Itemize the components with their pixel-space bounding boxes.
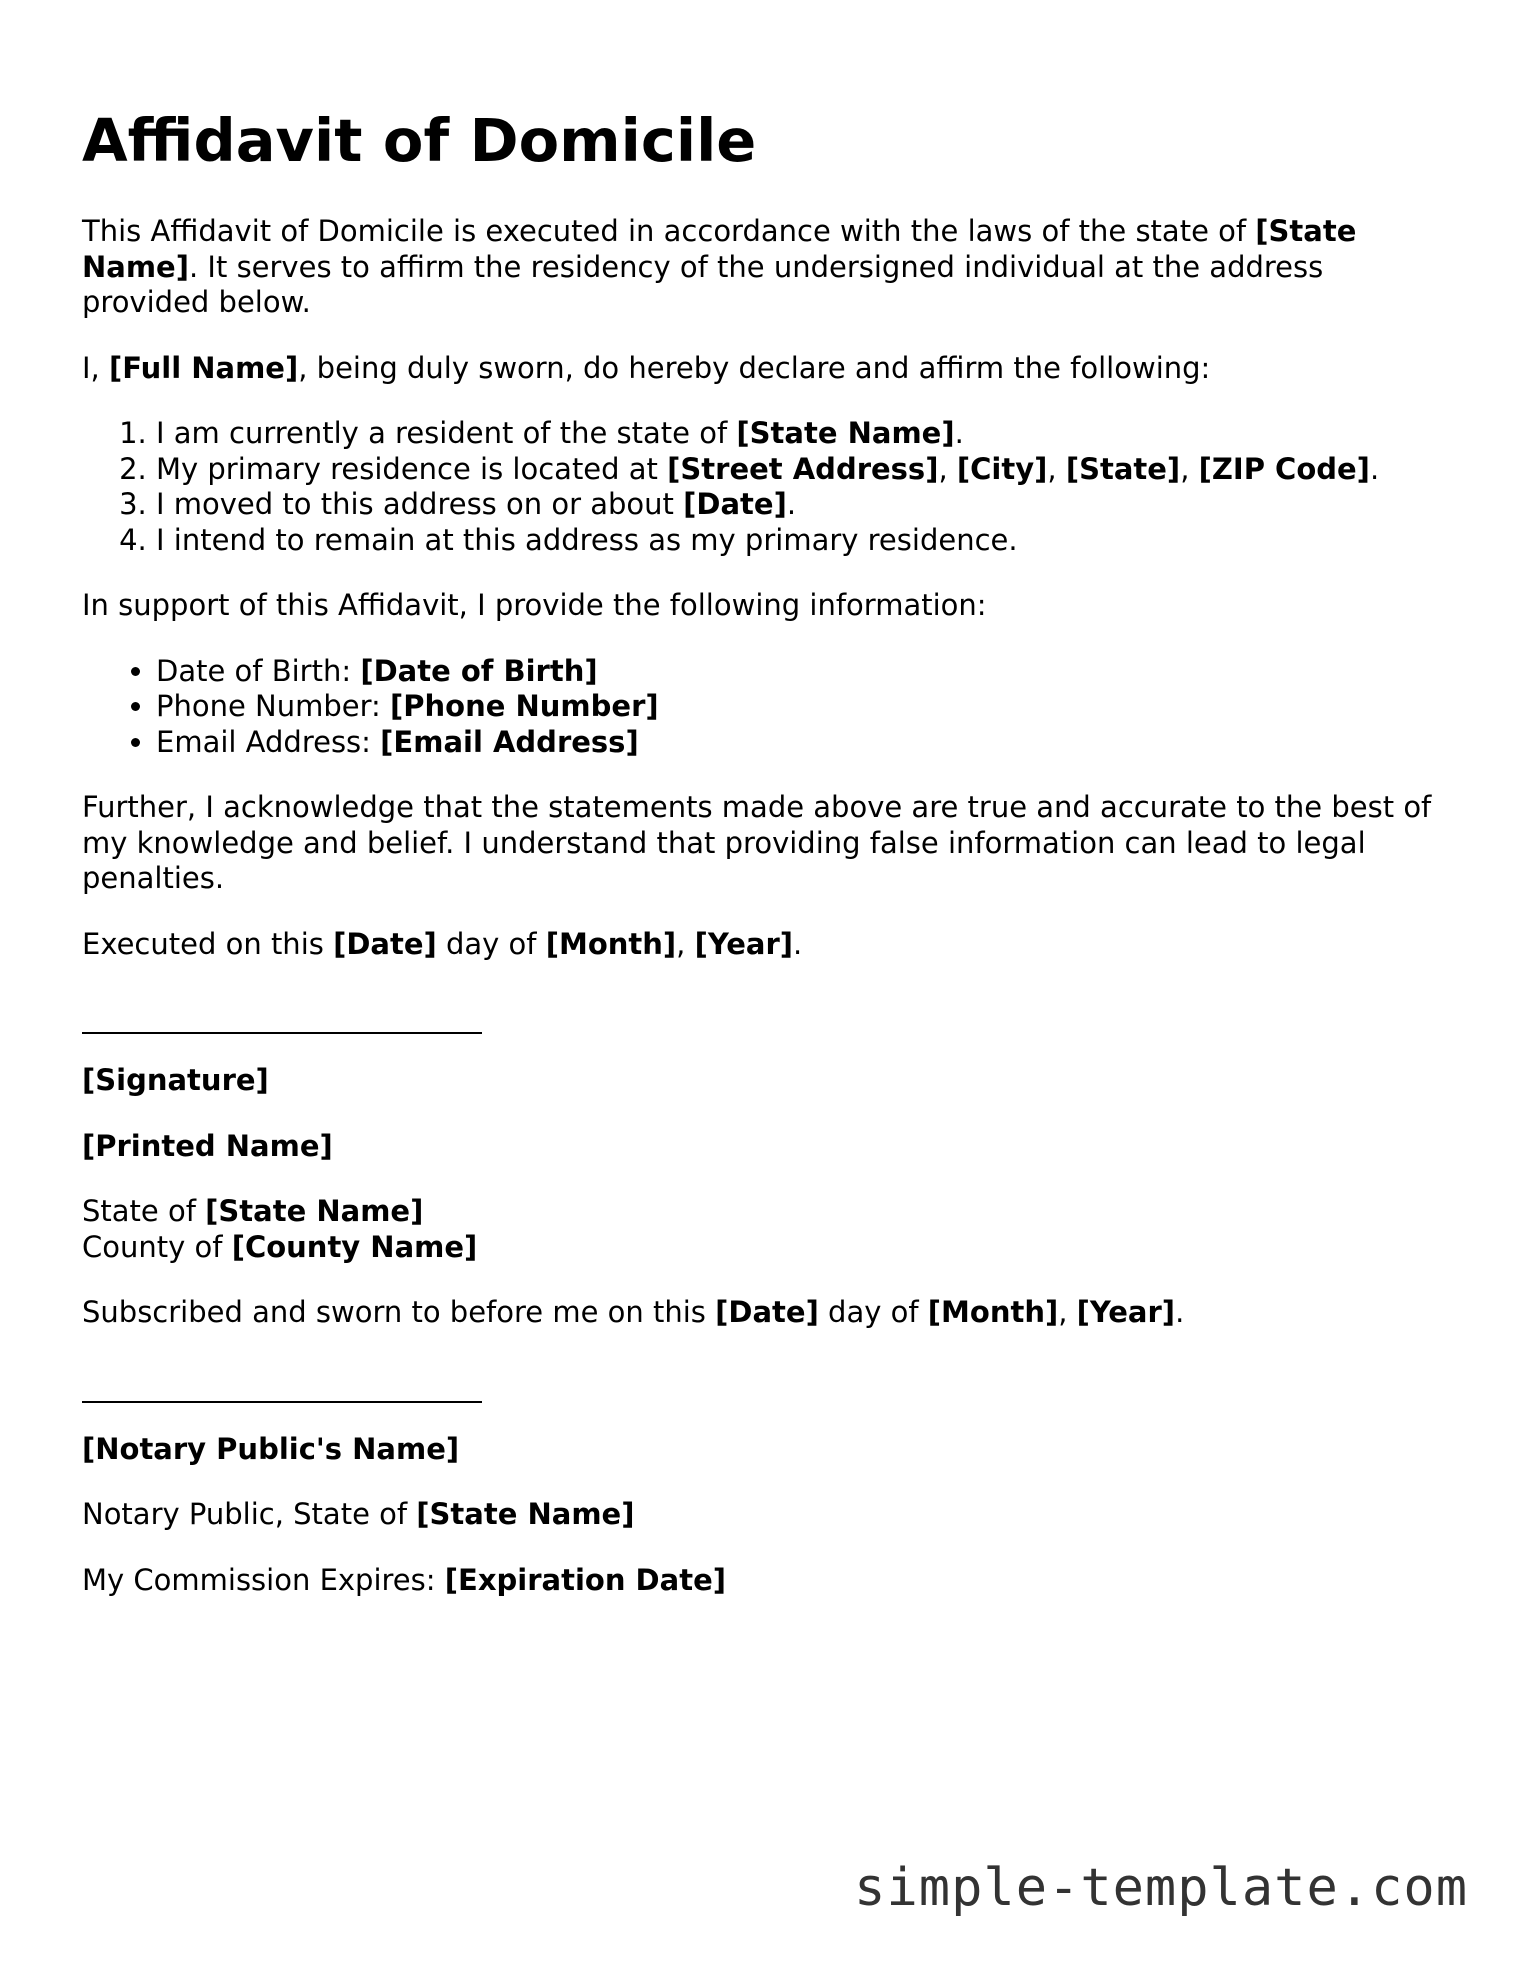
email-label: Email Address:: [156, 724, 381, 759]
executed-text: Executed on this: [82, 926, 334, 961]
declaration-text-1: I,: [82, 350, 109, 385]
statement-item: [156, 416, 1452, 452]
subscribed-text: ,: [1058, 1295, 1077, 1329]
acknowledgement-paragraph: Further, I acknowledge that the statements made above are true and accurate to the best of my knowledge and belief. I understand that providing false information can lead to legal penalties.: [82, 790, 1432, 895]
statement-text: ,: [938, 451, 957, 486]
venue-county-label: County of: [82, 1229, 232, 1264]
executed-year-placeholder: [Year]: [694, 926, 793, 961]
notary-name-label: [Notary Public's Name]: [82, 1431, 460, 1466]
printed-name-placeholder: [82, 1129, 1452, 1165]
statement-text: ,: [1047, 451, 1066, 486]
move-date-placeholder: [Date]: [683, 487, 787, 521]
phone-placeholder: [Phone Number]: [390, 689, 659, 723]
notary-name-placeholder: [82, 1432, 1452, 1468]
notary-state-label: Notary Public, State of: [82, 1497, 417, 1531]
statement-text: .: [954, 416, 964, 450]
city-placeholder: [City]: [956, 451, 1048, 486]
full-name-placeholder: [Full Name]: [109, 350, 299, 385]
venue-state-label: State of: [82, 1194, 206, 1228]
executed-date-placeholder: [Date]: [333, 926, 437, 961]
subscribed-date-placeholder: [Date]: [715, 1295, 819, 1329]
commission-label: My Commission Expires:: [82, 1562, 445, 1597]
venue-block: [82, 1194, 1452, 1265]
email-placeholder: [Email Address]: [380, 724, 639, 759]
executed-text: .: [793, 926, 803, 961]
state-placeholder: [State]: [1065, 451, 1181, 486]
statement-text: ,: [1180, 451, 1199, 486]
notary-state-placeholder: [State Name]: [416, 1497, 635, 1531]
dob-label: Date of Birth:: [156, 653, 361, 688]
statement-item: [156, 452, 1452, 488]
phone-label: Phone Number:: [156, 689, 391, 723]
dob-placeholder: [Date of Birth]: [360, 653, 598, 688]
statement-item: [156, 487, 1452, 523]
support-intro: In support of this Affidavit, I provide the following information:: [82, 588, 987, 622]
statement-text: My primary residence is located at: [156, 451, 668, 486]
subscribed-year-placeholder: [Year]: [1076, 1295, 1176, 1329]
intro-state-placeholder: [State Name]: [82, 214, 1357, 284]
statement-text: .: [786, 487, 797, 521]
statement-text: I moved to this address on or about: [156, 487, 684, 521]
signature-placeholder: [82, 1063, 1452, 1099]
statement-text: I am currently a resident of the state of: [156, 416, 737, 450]
venue-state-placeholder: [State Name]: [205, 1194, 424, 1228]
info-item-email: [156, 725, 1452, 761]
info-list: [82, 654, 1452, 761]
intro-text-1: This Affidavit of Domicile is executed in accordance with the laws of the state of: [82, 214, 1256, 248]
executed-text: day of: [436, 926, 546, 961]
printed-name-label: [Printed Name]: [82, 1128, 333, 1163]
watermark-text: simple-template.com: [854, 1858, 1468, 1918]
executed-text: ,: [676, 926, 695, 961]
subscribed-text: day of: [818, 1295, 928, 1329]
subscribed-text: .: [1175, 1295, 1185, 1329]
state-name-placeholder: [State Name]: [736, 416, 955, 450]
signature-label: [Signature]: [82, 1063, 269, 1097]
statement-text: I intend to remain at this address as my primary residence.: [156, 522, 1018, 557]
info-item-phone: [156, 689, 1452, 725]
intro-paragraph: [82, 214, 1452, 321]
subscribed-month-placeholder: [Month]: [927, 1295, 1059, 1329]
street-address-placeholder: [Street Address]: [667, 451, 939, 486]
expiration-date-placeholder: [Expiration Date]: [444, 1562, 726, 1597]
executed-month-placeholder: [Month]: [545, 926, 677, 961]
commission-line: [82, 1563, 1452, 1599]
declaration-paragraph: [82, 351, 1452, 387]
venue-county-placeholder: [County Name]: [231, 1229, 478, 1264]
zip-code-placeholder: [ZIP Code]: [1198, 451, 1370, 486]
declaration-text-2: , being duly sworn, do hereby declare and affirm the following:: [298, 350, 1211, 385]
intro-text-2: . It serves to affirm the residency of the undersigned individual at the address provided below.: [82, 249, 1324, 319]
statement-item: [156, 523, 1452, 559]
statements-list: [82, 416, 1452, 558]
subscribed-text: Subscribed and sworn to before me on this: [82, 1295, 716, 1329]
statement-text: .: [1369, 451, 1380, 486]
document-title: Affidavit of Domicile: [82, 106, 757, 175]
executed-paragraph: [82, 927, 1452, 963]
subscribed-paragraph: [82, 1295, 1452, 1331]
notary-state-line: [82, 1497, 1452, 1533]
info-item-dob: [156, 654, 1452, 690]
document-body: [82, 214, 1452, 1628]
